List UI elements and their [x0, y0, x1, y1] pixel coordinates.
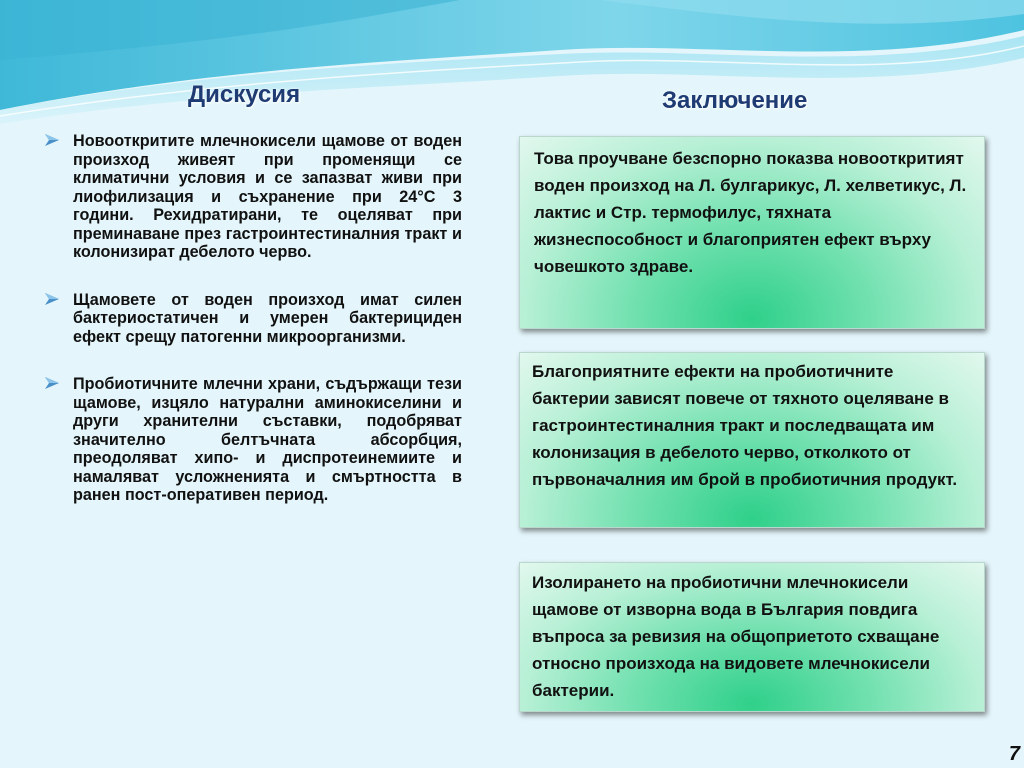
arrow-bullet-icon: [44, 375, 60, 391]
conclusion-box-1: Това проучване безспорно показва новооткритият воден произход на Л. булгарикус, Л. хелветикус, Л. лактис и Стр. термофилус, тяхната жизнеспособност и благоприятен ефект върху човешкото здраве.: [519, 136, 985, 329]
header-wave-decoration: [0, 0, 1024, 130]
discussion-list: [44, 132, 462, 534]
discussion-bullet-text: Пробиотичните млечни храни, съдържащи тези щамове, изцяло натурални аминокиселини и други хранителни съставки, подобряват значително белтъчната абсорбция, преодоляват хипо- и диспротеинемиите и намаляват усложненията и смъртността в ранен пост-оперативен период.: [73, 375, 462, 504]
arrow-bullet-icon: [44, 132, 60, 148]
conclusion-heading: Заключение: [662, 87, 808, 114]
discussion-bullet-2: [44, 291, 462, 347]
discussion-bullet-1: [44, 132, 462, 262]
discussion-heading: Дискусия: [188, 81, 301, 108]
page-number: 7: [1008, 743, 1020, 765]
arrow-bullet-icon: [44, 291, 60, 307]
discussion-bullet-text: Щамовете от воден произход имат силен бактериостатичен и умерен бактерициден ефект срещу патогенни микроорганизми.: [73, 290, 462, 346]
conclusion-box-2: Благоприятните ефекти на пробиотичните бактерии зависят повече от тяхното оцеляване в гастроинтестиналния тракт и последващата им колонизация в дебелото черво, отколкото от първоначалния им брой в пробиотичния продукт.: [519, 352, 985, 528]
discussion-bullet-text: Новооткритите млечнокисели щамове от воден произход живеят при променящи се климатични условия и се запазват живи при лиофилизация и съхранение при 24°С 3 години. Рехидратирани, те оцеляват при преминаване през гастроинтестиналния тракт и колонизират дебелото черво.: [73, 132, 462, 261]
conclusion-box-3: Изолирането на пробиотични млечнокисели щамове от изворна вода в България повдига въпроса за ревизия на общоприетото схващане относно произхода на видовете млечнокисели бактерии.: [519, 562, 985, 712]
discussion-bullet-3: [44, 375, 462, 505]
